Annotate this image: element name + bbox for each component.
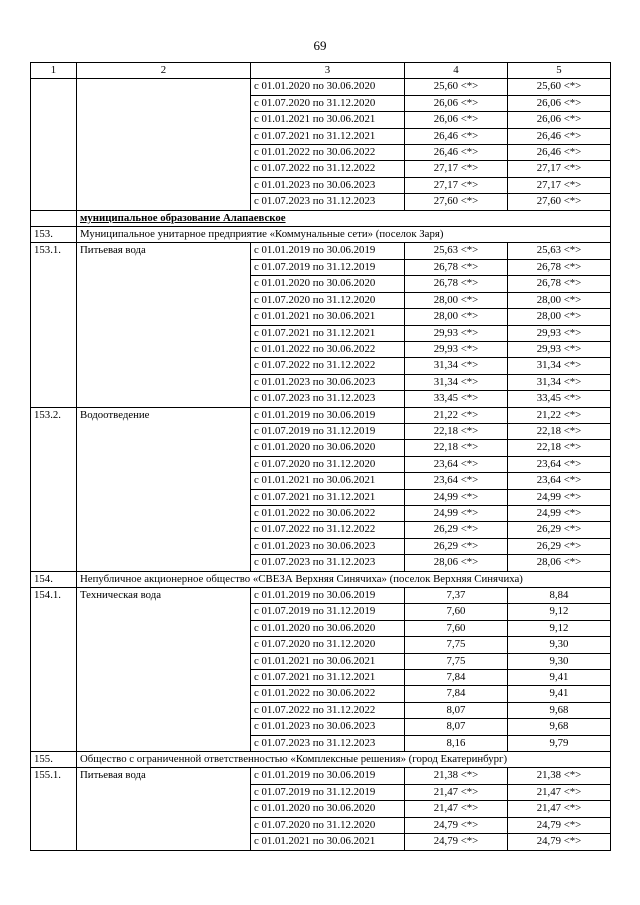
- tariff-vat-cell: 25,60 <*>: [508, 79, 611, 95]
- tariff-value-cell: 7,60: [405, 620, 508, 636]
- period-cell: с 01.07.2020 по 31.12.2020: [251, 95, 405, 111]
- tariff-vat-cell: 22,18 <*>: [508, 440, 611, 456]
- period-cell: с 01.07.2021 по 31.12.2021: [251, 325, 405, 341]
- service-name: [77, 79, 251, 210]
- period-cell: с 01.07.2021 по 31.12.2021: [251, 128, 405, 144]
- tariff-value-cell: 7,75: [405, 653, 508, 669]
- organization-row: [31, 752, 611, 768]
- org-number: 153.: [31, 227, 77, 243]
- tariff-vat-cell: 25,63 <*>: [508, 243, 611, 259]
- tariff-value-cell: 26,29 <*>: [405, 522, 508, 538]
- page-number: 69: [313, 38, 327, 53]
- tariff-value-cell: 28,00 <*>: [405, 309, 508, 325]
- tariff-value-cell: 24,99 <*>: [405, 489, 508, 505]
- period-cell: с 01.01.2022 по 30.06.2022: [251, 686, 405, 702]
- period-cell: с 01.01.2022 по 30.06.2022: [251, 505, 405, 521]
- service-name: Питьевая вода: [77, 243, 251, 407]
- tariff-vat-cell: 28,00 <*>: [508, 309, 611, 325]
- period-cell: с 01.07.2019 по 31.12.2019: [251, 423, 405, 439]
- period-cell: с 01.01.2019 по 30.06.2019: [251, 243, 405, 259]
- organization-row: [31, 571, 611, 587]
- tariff-value-cell: 23,64 <*>: [405, 473, 508, 489]
- section-row: [31, 210, 611, 226]
- tariff-value-cell: 26,29 <*>: [405, 538, 508, 554]
- tariff-vat-cell: 9,68: [508, 702, 611, 718]
- tariff-value-cell: 29,93 <*>: [405, 341, 508, 357]
- period-cell: с 01.01.2023 по 30.06.2023: [251, 374, 405, 390]
- tariff-vat-cell: 33,45 <*>: [508, 391, 611, 407]
- period-cell: с 01.01.2022 по 30.06.2022: [251, 341, 405, 357]
- tariff-vat-cell: 21,47 <*>: [508, 801, 611, 817]
- row-number: [31, 79, 77, 210]
- header-cell: 2: [77, 63, 251, 79]
- tariff-value-cell: 26,46 <*>: [405, 128, 508, 144]
- period-cell: с 01.07.2022 по 31.12.2022: [251, 522, 405, 538]
- table-row: [31, 588, 611, 604]
- period-cell: с 01.07.2022 по 31.12.2022: [251, 702, 405, 718]
- period-cell: с 01.01.2020 по 30.06.2020: [251, 620, 405, 636]
- tariff-vat-cell: 9,79: [508, 735, 611, 751]
- table-header-row: [31, 63, 611, 79]
- tariff-vat-cell: 9,30: [508, 653, 611, 669]
- period-cell: с 01.07.2023 по 31.12.2023: [251, 555, 405, 571]
- tariff-vat-cell: 9,12: [508, 604, 611, 620]
- tariff-value-cell: 24,99 <*>: [405, 505, 508, 521]
- header-cell: 3: [251, 63, 405, 79]
- tariff-value-cell: 8,07: [405, 702, 508, 718]
- tariff-vat-cell: 26,29 <*>: [508, 538, 611, 554]
- tariff-value-cell: 21,22 <*>: [405, 407, 508, 423]
- tariff-vat-cell: 8,84: [508, 588, 611, 604]
- service-name: Техническая вода: [77, 588, 251, 752]
- period-cell: с 01.07.2019 по 31.12.2019: [251, 604, 405, 620]
- row-number: 153.2.: [31, 407, 77, 571]
- tariff-value-cell: 29,93 <*>: [405, 325, 508, 341]
- tariff-vat-cell: 21,47 <*>: [508, 784, 611, 800]
- tariff-vat-cell: 9,41: [508, 686, 611, 702]
- tariff-vat-cell: 26,06 <*>: [508, 95, 611, 111]
- tariff-vat-cell: 27,60 <*>: [508, 194, 611, 210]
- section-title: муниципальное образование Алапаевское: [77, 210, 611, 226]
- tariff-value-cell: 21,47 <*>: [405, 784, 508, 800]
- org-number: 154.: [31, 571, 77, 587]
- tariff-vat-cell: 27,17 <*>: [508, 177, 611, 193]
- tariff-vat-cell: 26,78 <*>: [508, 276, 611, 292]
- period-cell: с 01.07.2023 по 31.12.2023: [251, 194, 405, 210]
- tariff-value-cell: 23,64 <*>: [405, 456, 508, 472]
- tariff-vat-cell: 22,18 <*>: [508, 423, 611, 439]
- period-cell: с 01.01.2022 по 30.06.2022: [251, 145, 405, 161]
- tariff-value-cell: 27,17 <*>: [405, 161, 508, 177]
- tariff-value-cell: 24,79 <*>: [405, 834, 508, 850]
- tariff-value-cell: 27,60 <*>: [405, 194, 508, 210]
- tariff-vat-cell: 9,68: [508, 719, 611, 735]
- tariff-vat-cell: 21,38 <*>: [508, 768, 611, 784]
- tariff-value-cell: 7,37: [405, 588, 508, 604]
- period-cell: с 01.07.2021 по 31.12.2021: [251, 489, 405, 505]
- tariff-value-cell: 26,78 <*>: [405, 259, 508, 275]
- section-number-empty: [31, 210, 77, 226]
- org-number: 155.: [31, 752, 77, 768]
- table-row: [31, 79, 611, 95]
- tariff-vat-cell: 26,46 <*>: [508, 128, 611, 144]
- tariff-value-cell: 22,18 <*>: [405, 440, 508, 456]
- tariff-value-cell: 21,47 <*>: [405, 801, 508, 817]
- period-cell: с 01.01.2019 по 30.06.2019: [251, 588, 405, 604]
- period-cell: с 01.01.2023 по 30.06.2023: [251, 538, 405, 554]
- tariff-value-cell: 21,38 <*>: [405, 768, 508, 784]
- tariff-value-cell: 28,00 <*>: [405, 292, 508, 308]
- row-number: 154.1.: [31, 588, 77, 752]
- period-cell: с 01.01.2020 по 30.06.2020: [251, 801, 405, 817]
- tariff-vat-cell: 26,06 <*>: [508, 112, 611, 128]
- org-name: Общество с ограниченной ответственностью «Комплексные решения» (город Екатеринбург): [77, 752, 611, 768]
- tariff-value-cell: 33,45 <*>: [405, 391, 508, 407]
- tariff-vat-cell: 28,06 <*>: [508, 555, 611, 571]
- tariff-vat-cell: 21,22 <*>: [508, 407, 611, 423]
- tariff-vat-cell: 9,30: [508, 637, 611, 653]
- row-number: 155.1.: [31, 768, 77, 850]
- tariff-value-cell: 28,06 <*>: [405, 555, 508, 571]
- tariff-vat-cell: 31,34 <*>: [508, 374, 611, 390]
- header-cell: 5: [508, 63, 611, 79]
- tariff-value-cell: 31,34 <*>: [405, 374, 508, 390]
- period-cell: с 01.07.2021 по 31.12.2021: [251, 670, 405, 686]
- period-cell: с 01.01.2023 по 30.06.2023: [251, 177, 405, 193]
- tariff-value-cell: 7,60: [405, 604, 508, 620]
- tariff-value-cell: 22,18 <*>: [405, 423, 508, 439]
- header-cell: 4: [405, 63, 508, 79]
- tariff-vat-cell: 9,41: [508, 670, 611, 686]
- tariff-vat-cell: 28,00 <*>: [508, 292, 611, 308]
- tariff-vat-cell: 27,17 <*>: [508, 161, 611, 177]
- period-cell: с 01.01.2021 по 30.06.2021: [251, 112, 405, 128]
- org-name: Муниципальное унитарное предприятие «Коммунальные сети» (поселок Заря): [77, 227, 611, 243]
- tariff-value-cell: 26,78 <*>: [405, 276, 508, 292]
- tariff-table: [30, 62, 611, 851]
- tariff-value-cell: 26,46 <*>: [405, 145, 508, 161]
- tariff-vat-cell: 29,93 <*>: [508, 341, 611, 357]
- tariff-value-cell: 25,63 <*>: [405, 243, 508, 259]
- period-cell: с 01.07.2020 по 31.12.2020: [251, 817, 405, 833]
- tariff-vat-cell: 26,29 <*>: [508, 522, 611, 538]
- tariff-value-cell: 26,06 <*>: [405, 95, 508, 111]
- period-cell: с 01.01.2019 по 30.06.2019: [251, 407, 405, 423]
- tariff-value-cell: 8,16: [405, 735, 508, 751]
- tariff-value-cell: 7,84: [405, 670, 508, 686]
- tariff-value-cell: 7,84: [405, 686, 508, 702]
- tariff-vat-cell: 26,78 <*>: [508, 259, 611, 275]
- period-cell: с 01.07.2022 по 31.12.2022: [251, 358, 405, 374]
- period-cell: с 01.07.2020 по 31.12.2020: [251, 292, 405, 308]
- tariff-vat-cell: 23,64 <*>: [508, 456, 611, 472]
- tariff-vat-cell: 24,79 <*>: [508, 834, 611, 850]
- tariff-vat-cell: 24,99 <*>: [508, 489, 611, 505]
- tariff-vat-cell: 24,79 <*>: [508, 817, 611, 833]
- period-cell: с 01.01.2021 по 30.06.2021: [251, 653, 405, 669]
- period-cell: с 01.07.2022 по 31.12.2022: [251, 161, 405, 177]
- period-cell: с 01.01.2020 по 30.06.2020: [251, 79, 405, 95]
- org-name: Непубличное акционерное общество «СВЕЗА Верхняя Синячиха» (поселок Верхняя Синячиха): [77, 571, 611, 587]
- tariff-vat-cell: 29,93 <*>: [508, 325, 611, 341]
- header-cell: 1: [31, 63, 77, 79]
- tariff-vat-cell: 31,34 <*>: [508, 358, 611, 374]
- tariff-value-cell: 8,07: [405, 719, 508, 735]
- period-cell: с 01.01.2021 по 30.06.2021: [251, 309, 405, 325]
- period-cell: с 01.07.2019 по 31.12.2019: [251, 784, 405, 800]
- tariff-value-cell: 27,17 <*>: [405, 177, 508, 193]
- period-cell: с 01.07.2020 по 31.12.2020: [251, 637, 405, 653]
- organization-row: [31, 227, 611, 243]
- tariff-value-cell: 25,60 <*>: [405, 79, 508, 95]
- period-cell: с 01.07.2023 по 31.12.2023: [251, 391, 405, 407]
- tariff-vat-cell: 24,99 <*>: [508, 505, 611, 521]
- service-name: Водоотведение: [77, 407, 251, 571]
- tariff-value-cell: 24,79 <*>: [405, 817, 508, 833]
- tariff-vat-cell: 23,64 <*>: [508, 473, 611, 489]
- period-cell: с 01.07.2020 по 31.12.2020: [251, 456, 405, 472]
- period-cell: с 01.01.2021 по 30.06.2021: [251, 834, 405, 850]
- period-cell: с 01.01.2020 по 30.06.2020: [251, 276, 405, 292]
- tariff-vat-cell: 9,12: [508, 620, 611, 636]
- tariff-value-cell: 7,75: [405, 637, 508, 653]
- tariff-value-cell: 31,34 <*>: [405, 358, 508, 374]
- service-name: Питьевая вода: [77, 768, 251, 850]
- table-row: [31, 243, 611, 259]
- period-cell: с 01.07.2019 по 31.12.2019: [251, 259, 405, 275]
- table-row: [31, 768, 611, 784]
- table-row: [31, 407, 611, 423]
- tariff-vat-cell: 26,46 <*>: [508, 145, 611, 161]
- period-cell: с 01.01.2023 по 30.06.2023: [251, 719, 405, 735]
- period-cell: с 01.01.2021 по 30.06.2021: [251, 473, 405, 489]
- period-cell: с 01.01.2020 по 30.06.2020: [251, 440, 405, 456]
- period-cell: с 01.01.2019 по 30.06.2019: [251, 768, 405, 784]
- row-number: 153.1.: [31, 243, 77, 407]
- tariff-value-cell: 26,06 <*>: [405, 112, 508, 128]
- period-cell: с 01.07.2023 по 31.12.2023: [251, 735, 405, 751]
